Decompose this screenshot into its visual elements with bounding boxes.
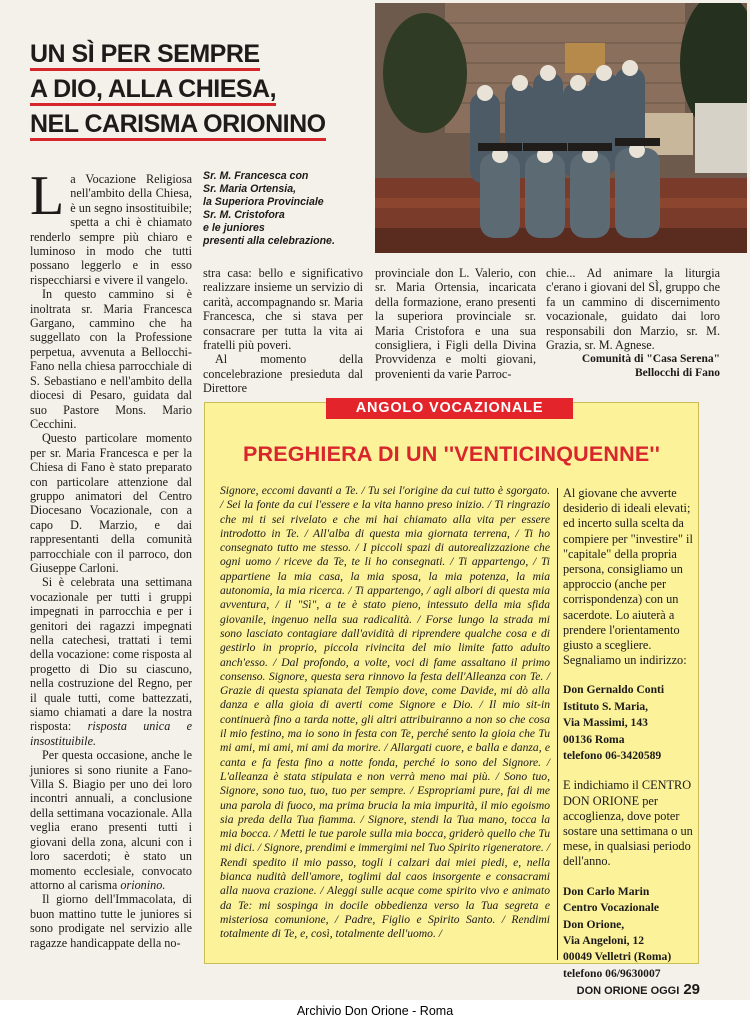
- caption-line: la Superiora Provinciale: [203, 196, 324, 208]
- article-column-4: [546, 266, 720, 380]
- page-number: 29: [683, 981, 700, 998]
- prayer-title: PREGHIERA DI UN ''VENTICINQUENNE'': [242, 442, 661, 466]
- group-photo: [375, 3, 747, 253]
- address-line: 00049 Velletri (Roma): [563, 950, 672, 964]
- group-photo-illustration: [375, 3, 747, 253]
- article-signature: [546, 352, 720, 380]
- headline-line-3: NEL CARISMA ORIONINO: [30, 110, 326, 141]
- signature-line: Comunità di "Casa Serena": [581, 353, 720, 366]
- photo-caption: [203, 170, 369, 248]
- headline-line-2: A DIO, ALLA CHIESA,: [30, 75, 276, 106]
- article-paragraph: Si è celebrata una settimana vocazionale per tutti i gruppi impegnati in parrocchia e per i genitori dei ragazzi impegnati nella catechesi, trattati i temi della vocazione: come risposta al progetto di Dio su ciascuno, nella costruzione del Regno, per il quale tutti, come battezzati, siamo chiamati a dare la nostra risposta: risposta unica e insostituibile.: [30, 575, 192, 748]
- caption-line: Sr. Maria Ortensia,: [203, 183, 297, 195]
- article-column-3: [375, 266, 536, 381]
- address-line: 00136 Roma: [563, 732, 625, 746]
- article-column-2: [203, 266, 363, 396]
- article-column-1: [30, 165, 192, 950]
- column-divider: [557, 488, 558, 960]
- article-paragraph: Per questa occasione, anche le juniores si sono riunite a Fano-Villa S. Biagio per uno dei loro incontri annuali, a conclusione della settimana vocazionale. Alla veglia erano presenti tutti i giovani della zona, alcuni con i loro sacerdoti; è stato un momento ecclesiale, convocato attorno al carisma orionino.: [30, 748, 192, 892]
- address-line: telefono 06/9630007: [563, 966, 661, 980]
- caption-line: Sr. M. Cristofora: [203, 209, 285, 221]
- address-2: [563, 884, 695, 982]
- caption-line: Sr. M. Francesca con: [203, 170, 309, 182]
- caption-line: e le juniores: [203, 222, 265, 234]
- info-intro: Al giovane che avverte desiderio di ideali elevati; ed incerto sulla scelta da compiere per "investire" il "capitale" della propria persona, consigliamo un approccio (anche per corrispondenza) con un sacerdote. Lo aiuterà a prendere l'orientamento giusto a scegliere. Segnaliamo un indirizzo:: [563, 486, 693, 668]
- address-line: Istituto S. Maria,: [563, 699, 649, 713]
- article-paragraph: chie... Ad animare la liturgia c'erano i giovani del SÌ, gruppo che fa un cammino di discernimento vocazionale, guidato dai loro responsabili don Marzio, sr. M. Grazia, sr. M. Agnese.: [546, 266, 720, 353]
- address-line: Don Gernaldo Conti: [563, 683, 665, 697]
- article-paragraph: Il giorno dell'Immacolata, di buon mattino tutte le juniores si sono prodigate nel servizio alle ragazze handicappate della no-: [30, 892, 192, 950]
- caption-line: presenti alla celebrazione.: [203, 235, 335, 247]
- address-line: telefono 06-3420589: [563, 749, 662, 763]
- article-paragraph: provinciale don L. Valerio, con sr. Maria Ortensia, incaricata della formazione, erano presenti la superiora provinciale sr. Maria Cristofora e una sua consigliera, i Figli della Divina Provvidenza e molti giovani, provenienti da varie Parroc-: [375, 266, 536, 381]
- article-paragraph: Al momento della concelebrazione presieduta dal Direttore: [203, 352, 363, 396]
- signature-line: Bellocchi di Fano: [635, 367, 720, 380]
- vocational-info: [563, 486, 695, 982]
- section-tab: ANGOLO VOCAZIONALE: [326, 398, 573, 419]
- magazine-name: DON ORIONE OGGI: [576, 985, 680, 997]
- article-paragraph: La Vocazione Religiosa nell'ambito della Chiesa, è un segno insostituibile; spetta a chi è chiamato renderlo sempre più chiaro e luminoso in modo che tutti possano leggerlo e in esso rispecchiarsi e vivere il vangelo.: [30, 165, 192, 287]
- article-headline: [30, 40, 370, 145]
- article-paragraph: In questo cammino si è inoltrata sr. Maria Francesca Garganо, cammino che ha suggellato con la Professione perpetua, avvenuta a Bellocchi-Fano nella chiesa parrocchiale di S. Sebastiano e nell'ambito della diocesi di Pesaro, guidata dal suo Pastore Mons. Mario Cecchini.: [30, 287, 192, 431]
- address-line: Via Angeloni, 12: [563, 933, 645, 947]
- address-line: Don Orione,: [563, 917, 625, 931]
- drop-cap: L: [30, 165, 65, 227]
- prayer-text: Signore, eccomi davanti a Te. / Tu sei l'origine da cui tutto è sgorgato. / Sei la fonte da cui l'essere e la vita hanno preso inizio. / Ti ringrazio che mi ti sei rivelato e che mi hai chiamato alla vita per essere introdotto in Te. / All'alba di questa mia giornata terrena, / Ti ho consegnato tutto me stesso. / I piccoli spazi di autorealizzazione che ogni uomo / riceve da Te, te li ho consegnati. / Ti appartengo, / Ti appartiene la mia casa, la mia sposa, la mia potenza, la mia autonomia, la mia ricerca. / Ti appartengo, / agli albori di questa mia avventura, / il "Sì", a te è stato pieno, intessuto della mia sfida giovanile, ingenuo nella sua radicalità. / Forse lungo la strada mi sono lasciato contagiare dall'avidità di riprendere qualche cosa e di gestirlo in proprio, piccola rivincita del mio limite fatto adulto anch'esso. / Dal profondo, a volte, voci di fame assaltano il primo consenso. Signore, questa sera rinnovo la festa dell'Alleanza con Te. / Grazie di questa spianata del Tempio dove, come Davide, mi dò alla danza e alla gioia di averti come Signore e Dio. / Il mio sit-in continuerà fino a tarda notte, gli altri attribuiranno a non so che cosa il mio festino, ma io sono in festa con Te, perché sento la gioia che Tu mi ami, mi ami, mi ami da morire. / Allargati cuore, e balla e danza, e canta e fa festa fino a notte fonda, perché io sono del Signore. / L'alleanza è stata stipulata e non verrà meno mai più. / Sono tuo, Signore, sono tuo, tuo, tuo per sempre. / Espropriami pure, fai di me una parola di fuoco, ma prima brucia la mia impurità, il mio egoismo sia preda della Tua fiamma. / Signore, stendi la Tua mano, tocca la mia bocca. / Metti le tue parole sulla mia bocca, griderò quello che Tu mi dici. / Signore, prendimi e immergimi nel Tuo Spirito rigeneratore. / Rendi spedito il mio passo, togli i calzari dai miei piedi, e, nella bianca nudità dell'amore, toglimi dal caos insorgente e consacrami alla nuova crazione. / Aleggi sulle acque come spirito vivo e animato da Te: mi sospinga in docile obbedienza verso la Tua segreta e misteriosa comunione, / Padre, Figlio e Spirito Santo. / Rendimi totalmente di Te, e, così, totalmente dell'uomo. /: [220, 484, 550, 941]
- headline-line-1: UN SÌ PER SEMPRE: [30, 40, 260, 71]
- address-1: [563, 682, 695, 764]
- address-line: Centro Vocazionale: [563, 901, 660, 915]
- page-folio: [560, 981, 700, 998]
- address-line: Via Massimi, 143: [563, 716, 648, 730]
- address-line: Don Carlo Marin: [563, 884, 650, 898]
- article-paragraph: Questo particolare momento per sr. Maria Francesca e per la Chiesa di Fano è stato preparato con particolare attenzione dal gruppo animatori del Centro Diocesano Vocazionale, con a capo D. Marzio, e dai rappresentanti della comunità parrocchiale con il parroco, don Giuseppe Carloni.: [30, 431, 192, 575]
- archive-footer: Archivio Don Orione - Roma: [296, 1004, 454, 1018]
- article-paragraph: stra casa: bello e significativo realizzare insieme un servizio di carità, accompagnando sr. Maria Francesca, che si stava per consacrare per tutta la vita ai fratelli più poveri.: [203, 266, 363, 353]
- info-center: E indichiamo il CENTRO DON ORIONE per accoglienza, dove poter sostare una settimana o un mese, in qualsiasi periodo dell'anno.: [563, 778, 693, 869]
